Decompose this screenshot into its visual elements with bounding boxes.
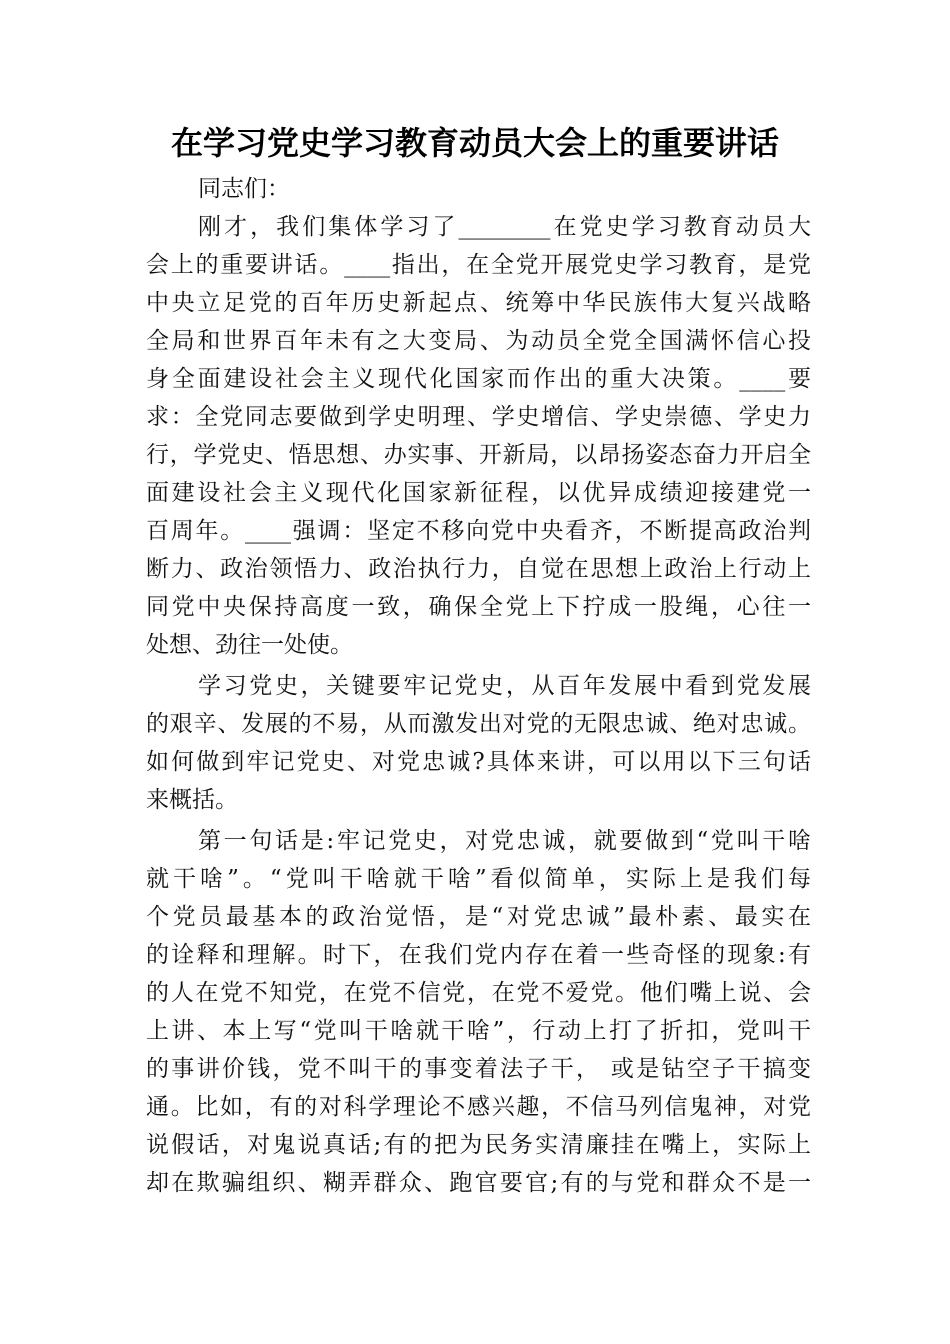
paragraph-line: 的事讲价钱，党不叫干的事变着法子干， 或是钻空子干搞变 bbox=[146, 1056, 811, 1082]
paragraph-line: 处想、劲往一处使。 bbox=[146, 632, 353, 658]
paragraph-line: 个党员最基本的政治觉悟，是“对党忠诚”最朴素、最实在 bbox=[146, 904, 811, 930]
paragraph-line: 刚才，我们集体学习了________在党史学习教育动员大 bbox=[198, 214, 811, 240]
paragraph-line: 断力、政治领悟力、政治执行力，自觉在思想上政治上行动上 bbox=[146, 556, 811, 582]
paragraph-line: 如何做到牢记党史、对党忠诚?具体来讲，可以用以下三句话 bbox=[146, 749, 811, 775]
paragraph-line: 就干啥”。“党叫干啥就干啥”看似简单，实际上是我们每 bbox=[146, 866, 811, 892]
paragraph-line: 的人在党不知党，在党不信党，在党不爱党。他们嘴上说、会 bbox=[146, 980, 811, 1006]
paragraph-line: 说假话，对鬼说真话;有的把为民务实清廉挂在嘴上，实际上 bbox=[146, 1132, 811, 1158]
paragraph-line: 的艰辛、发展的不易，从而激发出对党的无限忠诚、绝对忠诚。 bbox=[146, 711, 811, 737]
paragraph-line: 全局和世界百年未有之大变局、为动员全党全国满怀信心投 bbox=[146, 328, 811, 354]
paragraph-line: 却在欺骗组织、糊弄群众、跑官要官;有的与党和群众不是一 bbox=[146, 1170, 811, 1196]
paragraph-line: 同党中央保持高度一致，确保全党上下拧成一股绳，心往一 bbox=[146, 594, 811, 620]
paragraph-line: 第一句话是:牢记党史，对党忠诚，就要做到“党叫干啥 bbox=[198, 828, 811, 854]
paragraph-line: 求：全党同志要做到学史明理、学史增信、学史崇德、学史力 bbox=[146, 404, 811, 430]
paragraph-line: 通。比如，有的对科学理论不感兴趣，不信马列信鬼神，对党 bbox=[146, 1094, 811, 1120]
paragraph-line: 百周年。____强调：坚定不移向党中央看齐，不断提高政治判 bbox=[146, 518, 811, 544]
paragraph-line: 身全面建设社会主义现代化国家而作出的重大决策。____要 bbox=[146, 366, 811, 392]
paragraph-line: 会上的重要讲话。____指出，在全党开展党史学习教育，是党 bbox=[146, 252, 811, 278]
paragraph-line: 的诠释和理解。时下，在我们党内存在着一些奇怪的现象:有 bbox=[146, 942, 811, 968]
paragraph-line: 学习党史，关键要牢记党史，从百年发展中看到党发展 bbox=[198, 673, 811, 699]
salutation: 同志们： bbox=[198, 176, 290, 202]
paragraph-line: 上讲、本上写“党叫干啥就干啥”，行动上打了折扣，党叫干 bbox=[146, 1018, 811, 1044]
document-title: 在学习党史学习教育动员大会上的重要讲话 bbox=[170, 124, 779, 162]
paragraph-line: 行，学党史、悟思想、办实事、开新局，以昂扬姿态奋力开启全 bbox=[146, 442, 811, 468]
paragraph-line: 来概括。 bbox=[146, 787, 238, 813]
paragraph-line: 中央立足党的百年历史新起点、统筹中华民族伟大复兴战略 bbox=[146, 290, 811, 316]
paragraph-line: 面建设社会主义现代化国家新征程，以优异成绩迎接建党一 bbox=[146, 480, 811, 506]
document-body bbox=[146, 170, 811, 1202]
